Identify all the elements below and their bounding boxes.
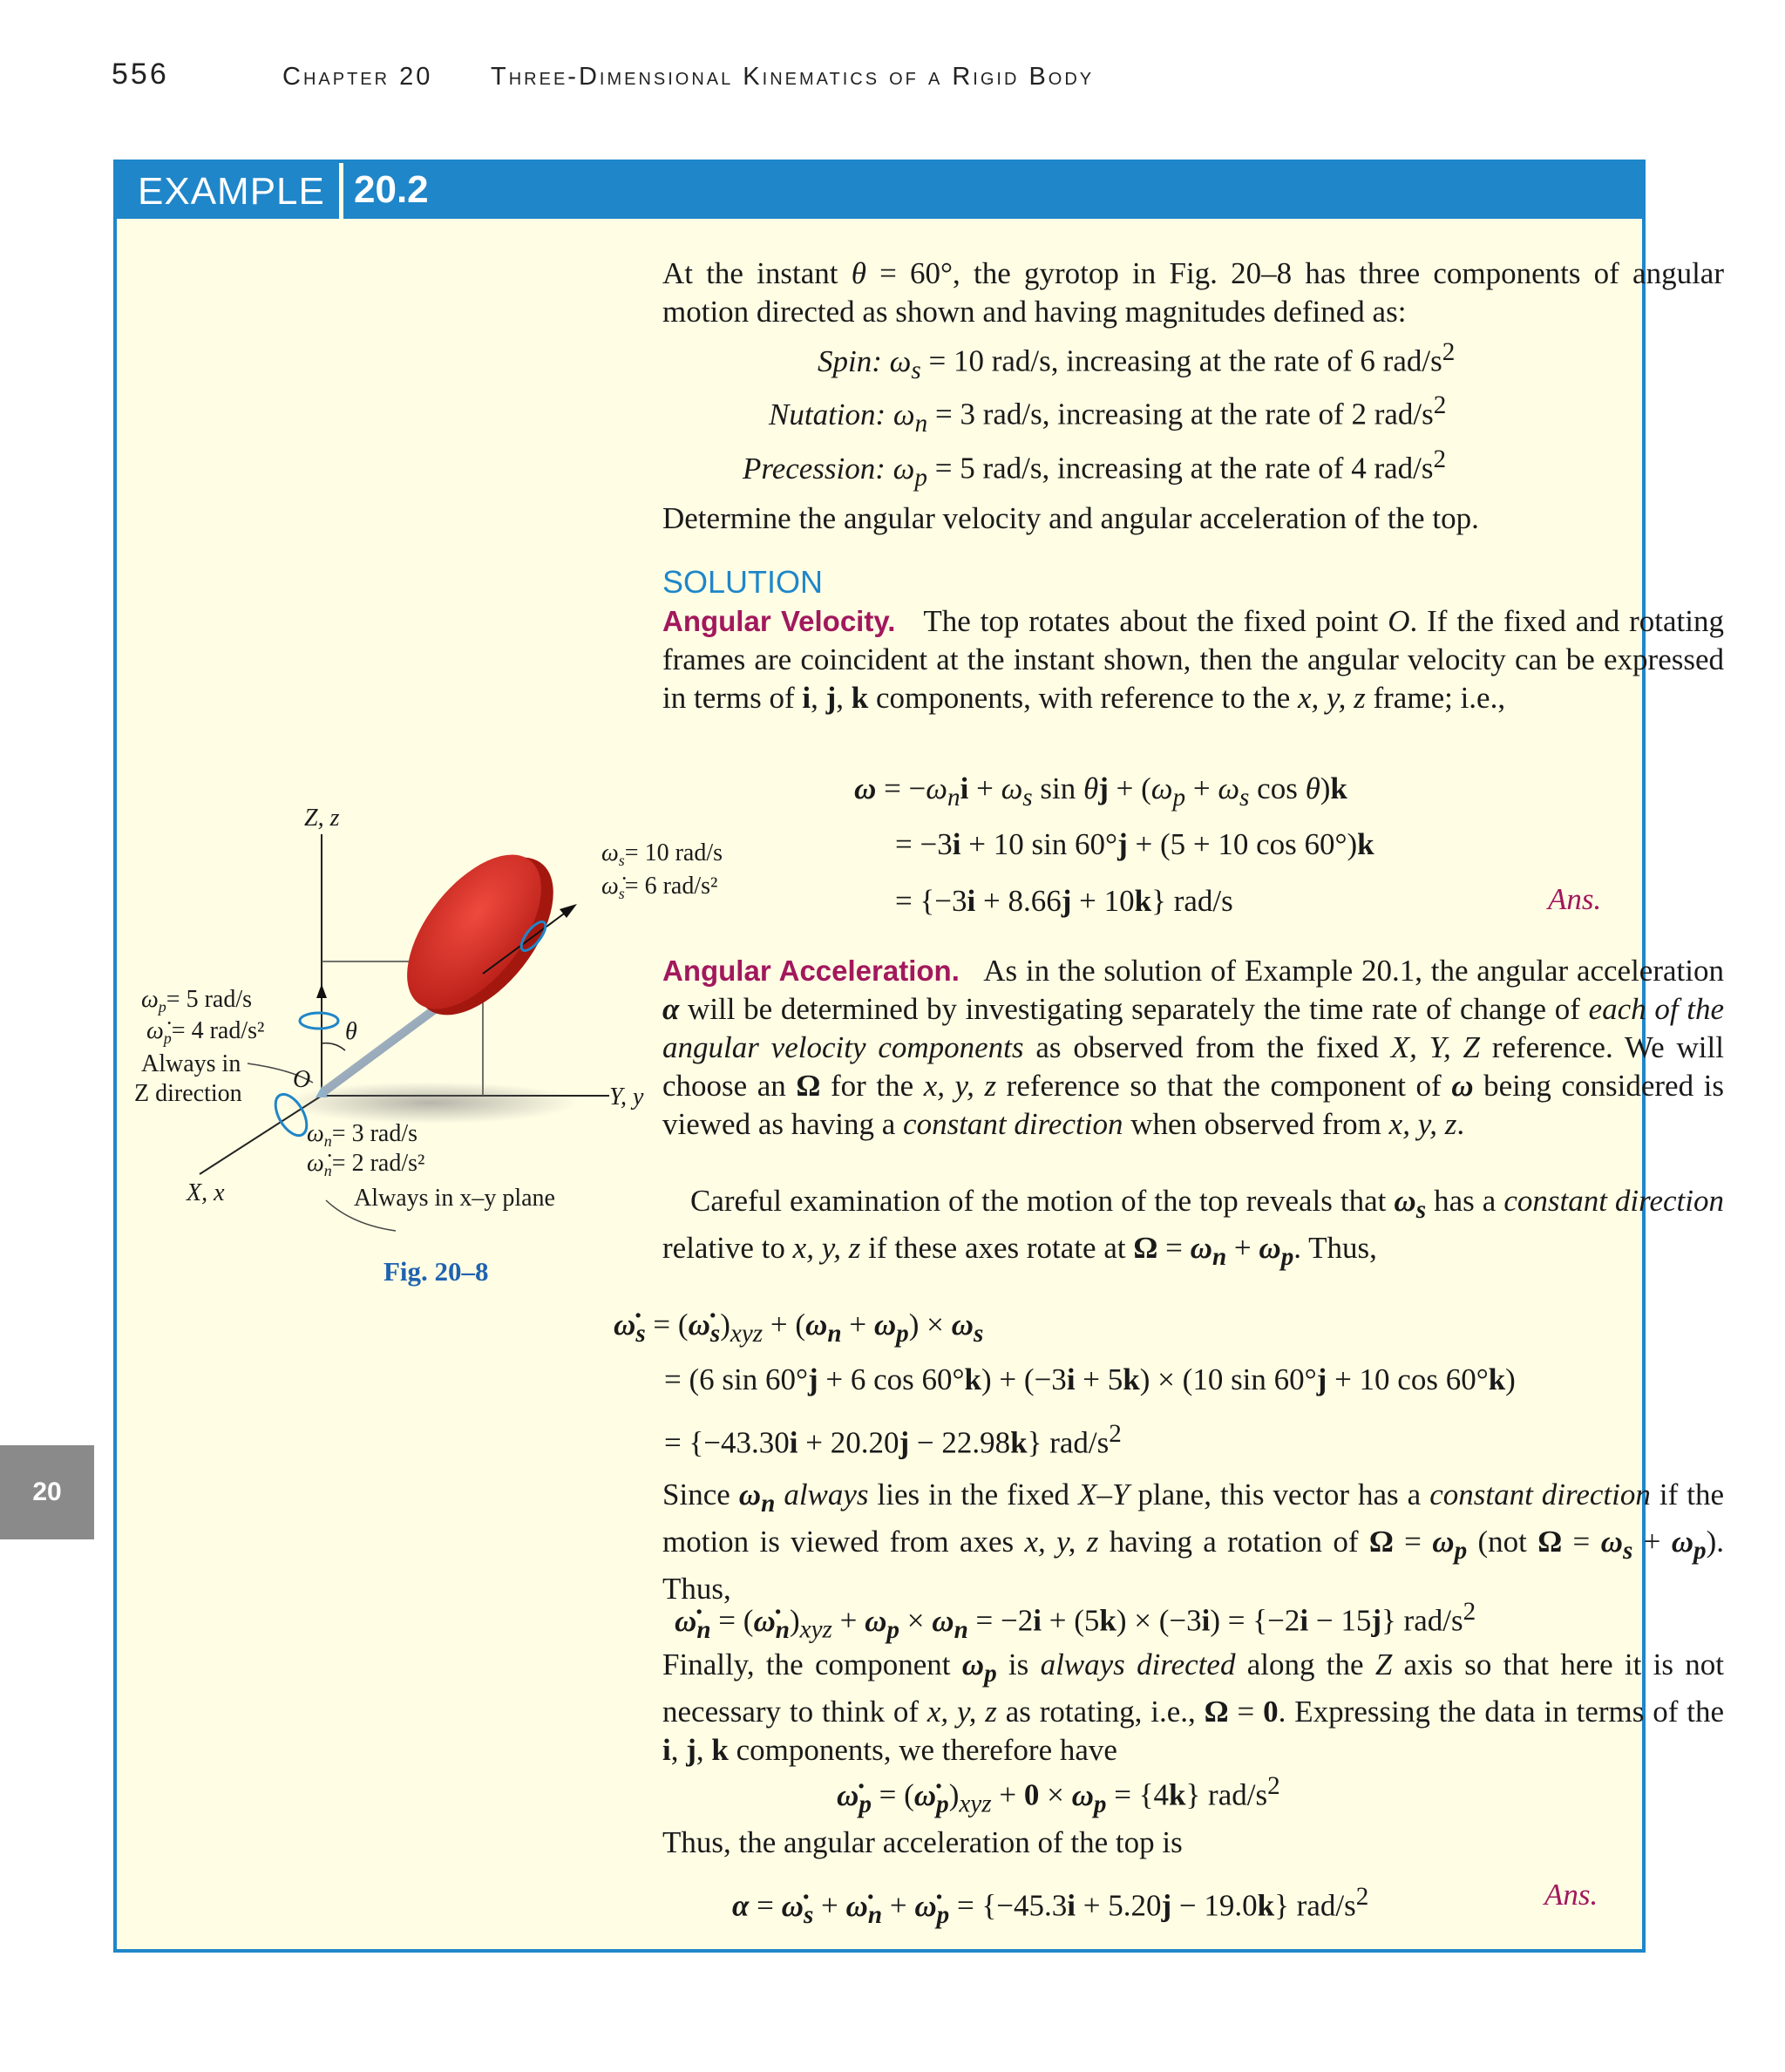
ws-dot-eq-2: = (6 sin 60°j + 6 cos 60°k) + (−3i + 5k) × (10 sin 60°j + 10 cos 60°k) [664, 1362, 1516, 1396]
always-z-line2: Z direction [134, 1080, 242, 1107]
figure-caption: Fig. 20–8 [383, 1256, 489, 1287]
chapter-tab: 20 [0, 1445, 94, 1539]
chapter-label: Chapter 20 [282, 63, 433, 91]
svg-text:ω̇n= 2 rad/s²: $\omegȧ_n= 2$ rad/s² [307, 1150, 425, 1179]
omega-eq-2: = −3i + 10 sin 60°j + (5 + 10 cos 60°)k [895, 827, 1374, 861]
svg-text:ωs= 10 rad/s: $\omega_s= 10$ rad/s [601, 839, 723, 869]
z-axis-label: Z, z [304, 805, 340, 832]
problem-statement: At the instant θ = 60°, the gyrotop in Fig. 20–8 has three components of angular motion directed as shown and having magnitudes defined as: [662, 256, 1724, 329]
angular-velocity-paragraph: Angular Velocity. The top rotates about the fixed point O. If the fixed and rotating frames are coincident at the instant shown, then the angular velocity can be expressed in terms of i, j, k components, with reference to the x, y, z frame; i.e., [662, 604, 1724, 715]
angular-velocity-heading: Angular Velocity. [662, 605, 896, 637]
wp-value: = 5 rad/s [166, 986, 252, 1013]
example-label: EXAMPLE [138, 170, 325, 213]
conclusion-text: Thus, the angular acceleration of the top is [662, 1825, 1183, 1859]
alpha-eq: $\alpha = \omegȧ_s$ + $\omegȧ_n$ + $\omegȧ_p = \{-45.3i + 5.20j - 19.0k\}$ rad/$s^2$ [732, 1883, 1369, 1929]
ws-dot-eq-1: $\omegȧ_s$ = $(\omegȧ_s)_{xyz} + (\omega_n + \omega_p) \times \omega_s$ [614, 1308, 984, 1348]
example-box [113, 160, 1725, 1953]
wn-dot-value: = 2 rad/s² [331, 1150, 425, 1177]
answer-1: Ans. [1548, 882, 1602, 916]
wp-dot-eq: $\omegȧ_p$ = $(\omegȧ_p)_{xyz} + 0 \times \omega_p = \{4k\}$ rad/$s^2$ [837, 1772, 1280, 1818]
svg-text:ω̇p= 4 rad/s²: $\omegȧ_p= 4$ rad/s² [146, 1017, 265, 1047]
theta-label: θ [345, 1018, 357, 1045]
x-axis-label: X, x [187, 1179, 225, 1206]
solution-label: SOLUTION [662, 564, 824, 600]
precession-equation: Precession: $\omega_p = 5$ rad/s, increasing at the rate of 4 rad/$s^2$ [743, 445, 1447, 492]
answer-2: Ans. [1544, 1878, 1598, 1912]
svg-text:ω̇s= 6 rad/s²: $\omegȧ_s= 6$ rad/s² [601, 873, 718, 902]
ws-dot-value: = 6 rad/s² [624, 873, 718, 900]
wn-dot-eq: $\omegȧ_n$ = $(\omegȧ_n)_{xyz} + \omega_p \times \omega_n = -2i + (5k) \times (-3i) = \{-2i - 15j\}$ rad/$s^2$ [675, 1598, 1476, 1644]
svg-text:ωn= 3 rad/s: $\omega_n= 3$ rad/s [307, 1120, 417, 1150]
ws-value: = 10 rad/s [624, 839, 723, 866]
running-head [112, 58, 1673, 101]
omega-p-paragraph: Finally, the component $\omega_p$ is always directed along the Z axis so that here it is not necessary to think of x, y, z as rotating, i.e., Ω = 0. Expressing the data in terms of the i, j, k components, we therefore have [662, 1647, 1724, 1767]
omega-eq-1: $\omega = -\omega_ni + \omega_s$ $\sin \theta j + (\omega_p + \omega_s$ cos θ)k [854, 771, 1347, 812]
angular-acceleration-paragraph: Angular Acceleration. As in the solution of Example 20.1, the angular acceleration α will be determined by investigating separately the time rate of change of each of the angular velocity components as observed from the fixed X, Y, Z reference. We will choose an Ω for the x, y, z reference so that the component of ω being considered is viewed as having a constant direction when observed from x, y, z. [662, 954, 1724, 1141]
omega-eq-3: = {−3i + 8.66j + 10k} rad/s [895, 884, 1233, 918]
figure-20-8 [117, 163, 744, 1314]
page-number: 556 [112, 58, 169, 91]
wp-dot-value: = 4 rad/s² [171, 1017, 265, 1044]
always-z-line1: Always in [141, 1050, 241, 1077]
problem-question: Determine the angular velocity and angular acceleration of the top. [662, 501, 1479, 535]
ws-dot-eq-3: = {−43.30i + 20.20j − 22.98k} rad/$s^2$ [664, 1420, 1122, 1460]
careful-examination-paragraph: Careful examination of the motion of the top reveals that $\omega_s$ has a constant direction relative to x, y, z if these axes rotate at $\Omega = \omega_n + \omega_p$. Thus, [662, 1184, 1724, 1271]
y-axis-label: Y, y [609, 1084, 644, 1111]
omega-n-paragraph: Since $\omega_n$ always lies in the fixed X–Y plane, this vector has a constant direction if the motion is viewed from axes x, y, z having a rotation of $\Omega = \omega_p$ (not $\Omega = \omega_s + \omega_p$). Thus, [662, 1478, 1725, 1606]
always-plane-label: Always in x–y plane [354, 1185, 555, 1212]
wn-value: = 3 rad/s [331, 1120, 417, 1147]
nutation-equation: Nutation: $\omega_n = 3$ rad/s, increasing at the rate of 2 rad/$s^2$ [769, 391, 1447, 438]
svg-text:ωp= 5 rad/s: $\omega_p= 5$ rad/s [141, 986, 252, 1016]
origin-label: O [293, 1066, 311, 1093]
example-number: 20.2 [354, 168, 429, 211]
chapter-title: Three-Dimensional Kinematics of a Rigid Body [491, 63, 1095, 91]
spin-equation: Spin: $\omega_s = 10$ rad/s, increasing at the rate of 6 rad/$s^2$ [818, 338, 1456, 384]
angular-acceleration-heading: Angular Acceleration. [662, 954, 960, 987]
